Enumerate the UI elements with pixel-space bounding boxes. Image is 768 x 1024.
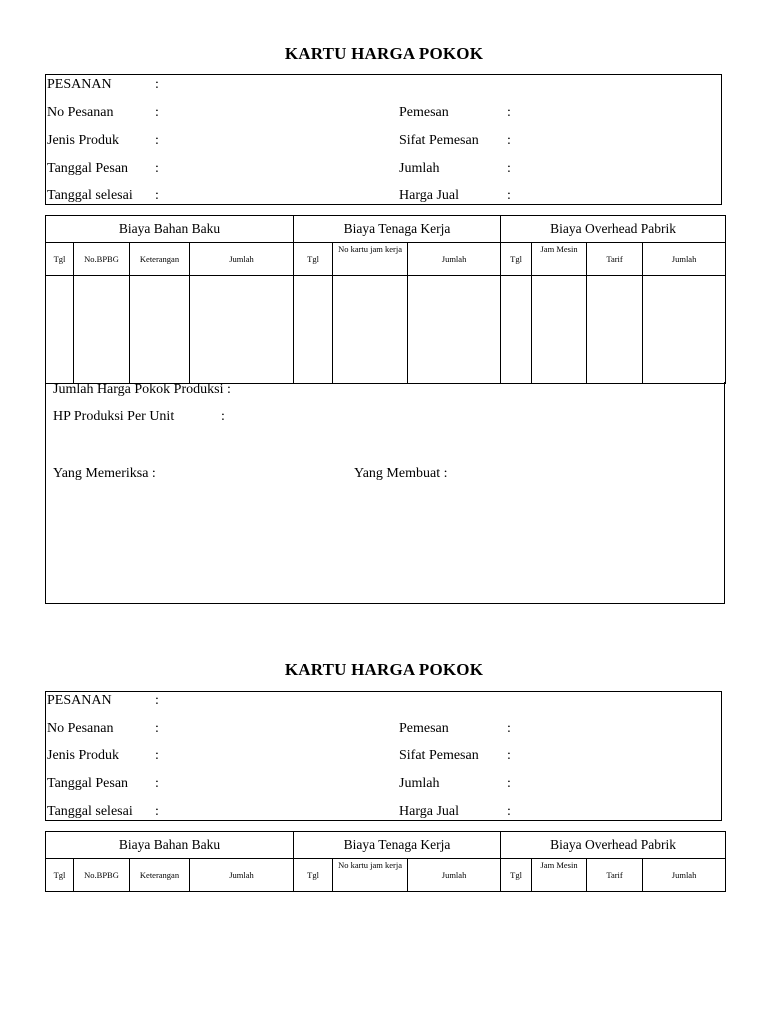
order-info-box bbox=[45, 691, 722, 821]
right-label: Sifat Pemesan bbox=[399, 133, 479, 148]
cell bbox=[333, 276, 408, 384]
right-label: Sifat Pemesan bbox=[399, 748, 479, 763]
right-sep: : bbox=[507, 133, 511, 148]
column-header: Tgl bbox=[294, 859, 333, 892]
column-header: Jumlah bbox=[190, 243, 294, 276]
right-sep: : bbox=[507, 105, 511, 120]
left-sep: : bbox=[155, 748, 159, 763]
cell bbox=[46, 276, 74, 384]
cell bbox=[501, 276, 532, 384]
left-sep: : bbox=[155, 133, 159, 148]
column-header: Tgl bbox=[46, 243, 74, 276]
column-header: Keterangan bbox=[130, 243, 190, 276]
right-sep: : bbox=[507, 188, 511, 203]
table-row bbox=[46, 276, 726, 384]
left-label: Tanggal Pesan bbox=[47, 161, 129, 176]
left-label: Tanggal selesai bbox=[47, 804, 133, 819]
jumlah-harga-pokok-label: Jumlah Harga Pokok Produksi : bbox=[53, 382, 231, 397]
right-label: Harga Jual bbox=[399, 804, 459, 819]
right-sep: : bbox=[507, 721, 511, 736]
column-header: Jumlah bbox=[190, 859, 294, 892]
right-sep: : bbox=[507, 161, 511, 176]
left-sep: : bbox=[155, 721, 159, 736]
left-label: Jenis Produk bbox=[47, 748, 119, 763]
column-header: No kartu jam kerja bbox=[333, 859, 408, 892]
column-header: No.BPBG bbox=[74, 859, 130, 892]
cost-table bbox=[45, 831, 726, 892]
hp-per-unit-label: HP Produksi Per Unit bbox=[53, 409, 175, 424]
column-header: Jumlah bbox=[408, 243, 501, 276]
right-sep: : bbox=[507, 776, 511, 791]
group-header: Biaya Bahan Baku bbox=[46, 832, 294, 859]
right-sep: : bbox=[507, 748, 511, 763]
column-header: Tarif bbox=[587, 859, 643, 892]
column-header: Tgl bbox=[46, 859, 74, 892]
group-header: Biaya Tenaga Kerja bbox=[294, 832, 501, 859]
column-header: Keterangan bbox=[130, 859, 190, 892]
left-sep: : bbox=[155, 776, 159, 791]
cost-table bbox=[45, 215, 726, 384]
group-header: Biaya Tenaga Kerja bbox=[294, 216, 501, 243]
column-header: No.BPBG bbox=[74, 243, 130, 276]
left-label: Tanggal Pesan bbox=[47, 776, 129, 791]
cell bbox=[587, 276, 643, 384]
group-header: Biaya Bahan Baku bbox=[46, 216, 294, 243]
left-label: No Pesanan bbox=[47, 105, 114, 120]
left-sep: : bbox=[155, 804, 159, 819]
right-label: Jumlah bbox=[399, 776, 440, 791]
card-title: KARTU HARGA POKOK bbox=[284, 660, 484, 679]
right-label: Pemesan bbox=[399, 105, 449, 120]
cell bbox=[74, 276, 130, 384]
yang-membuat-label: Yang Membuat : bbox=[354, 466, 448, 481]
column-header: Tarif bbox=[587, 243, 643, 276]
cell bbox=[408, 276, 501, 384]
pesanan-sep: : bbox=[155, 693, 159, 708]
cell bbox=[643, 276, 726, 384]
cell bbox=[190, 276, 294, 384]
cell bbox=[130, 276, 190, 384]
column-header: Jumlah bbox=[408, 859, 501, 892]
column-header: Jam Mesin bbox=[532, 859, 587, 892]
hp-per-unit-sep: : bbox=[221, 409, 225, 424]
column-header: Tgl bbox=[294, 243, 333, 276]
left-sep: : bbox=[155, 188, 159, 203]
right-label: Harga Jual bbox=[399, 188, 459, 203]
column-header: No kartu jam kerja bbox=[333, 243, 408, 276]
column-header: Jumlah bbox=[643, 243, 726, 276]
left-sep: : bbox=[155, 161, 159, 176]
card-title: KARTU HARGA POKOK bbox=[284, 44, 484, 63]
cell bbox=[294, 276, 333, 384]
pesanan-label: PESANAN bbox=[47, 693, 112, 708]
summary-box bbox=[45, 382, 725, 604]
group-header: Biaya Overhead Pabrik bbox=[501, 832, 726, 859]
right-label: Jumlah bbox=[399, 161, 440, 176]
pesanan-sep: : bbox=[155, 77, 159, 92]
left-label: Tanggal selesai bbox=[47, 188, 133, 203]
right-sep: : bbox=[507, 804, 511, 819]
cell bbox=[532, 276, 587, 384]
column-header: Jumlah bbox=[643, 859, 726, 892]
column-header: Jam Mesin bbox=[532, 243, 587, 276]
column-header: Tgl bbox=[501, 859, 532, 892]
group-header: Biaya Overhead Pabrik bbox=[501, 216, 726, 243]
pesanan-label: PESANAN bbox=[47, 77, 112, 92]
yang-memeriksa-label: Yang Memeriksa : bbox=[53, 466, 156, 481]
right-label: Pemesan bbox=[399, 721, 449, 736]
order-info-box bbox=[45, 74, 722, 205]
left-label: No Pesanan bbox=[47, 721, 114, 736]
column-header: Tgl bbox=[501, 243, 532, 276]
left-sep: : bbox=[155, 105, 159, 120]
left-label: Jenis Produk bbox=[47, 133, 119, 148]
